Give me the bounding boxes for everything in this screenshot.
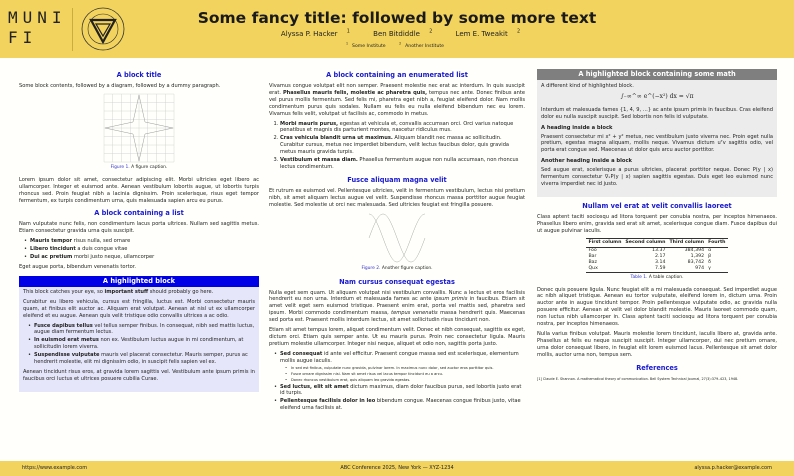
table-cell: 1,392 [690, 253, 705, 259]
column-left [19, 66, 259, 392]
nested-list [291, 366, 525, 383]
block-title: A block containing an enumerated list [326, 71, 468, 79]
block-title: Fusce aliquam magna velit [347, 175, 447, 184]
equation: ∫₋∞^∞ e^(−x²) dx = √π [620, 92, 694, 100]
muni-logo: MUNI FI [8, 8, 67, 47]
paragraph: Nulla eget sem quam. Ut aliquam volutpat nisi vestibulum convallis. Nunc a lectus et eros facilisis hendrerit eu non urna. Interdum et malesuada fames ac ante ipsum primis in faucibus. Etiam sit amet velit eget sem euismod tristique. Praesent enim erat, porta vel mattis sed, pharetra sed ipsum. Morbi commodo condimentum massa, tempus venenatis massa hendrerit quis. Maecenas sed porta est. Praesent mollis interdum lectus, sit amet sollicitudin risus tincidunt non. [269, 289, 525, 324]
list-item: • Suspendisse vulputate mauris vel placerat consectetur. Mauris semper, purus ac hendrerit molestie, elit mi dignissim odio, in suscipit felis sapien vel ex. [34, 352, 255, 366]
block-title: Nam cursus consequat egestas [339, 277, 455, 286]
institution-list [0, 43, 794, 50]
paragraph: Etiam sit amet tempus lorem, aliquet condimentum velit. Donec et nibh consequat, sagittis ex eget, dictum orci. Etiam quis semper ante. Ut eu mauris purus. Proin nec consectetur ligula. Mauris pretium molestie ullamcorper. Integer nisi neque, aliquet et odio non, sagittis porta justo. [269, 327, 525, 347]
column-middle [269, 66, 525, 415]
table-header-row: First column Second column Third column Fourth [586, 238, 727, 247]
table-cell: 7.59 [655, 265, 666, 271]
table-cell: Foo [588, 247, 597, 253]
paragraph: Eget augue porta, bibendum venenatis tortor. [19, 263, 136, 270]
block-title: Nullam vel erat at velit convallis laoreet [582, 201, 732, 210]
enumerated-list [280, 121, 525, 171]
table-cell: 974 [695, 265, 705, 271]
institution: $^1$Some Institute [345, 41, 386, 49]
bullet-list [280, 351, 525, 412]
bullet-list [34, 323, 255, 366]
list-item: • Mauris tempor risus nulla, sed ornare [30, 238, 259, 245]
highlighted-block [19, 276, 259, 392]
list-item: • Sed luctus, elit sit amet dictum maximus, diam dolor faucibus purus, sed lobortis justo erat id turpis. [280, 384, 525, 398]
table-cell: Baz [588, 259, 598, 265]
list-item: • Fusce dapibus tellus vel tellus semper finibus. In consequat, nibh sed mattis luctus, augue diam fermentum lectus. [34, 323, 255, 337]
paragraph: Interdum et malesuada fames {1, 4, 9, …} ac ante ipsum primis in faucibus. Cras eleifend dolor eu nulla suscipit suscipit. Sed lobortis non felis id vulputate. [541, 106, 773, 120]
paragraph: Sed augue erat, scelerisque a purus ultricies, placerat porttitor neque. Donec P(y | x) fermentum consectetur ∇ₓP(y | x) sapien sagittis egestas. Duis eget leo euismod nunc viverra imperdiet nec id justo. [541, 167, 773, 187]
block-title: A block containing a list [94, 209, 184, 218]
table-caption: Table 1. A table caption. [630, 274, 684, 280]
table-cell: 3.14 [655, 259, 666, 265]
list-item: 3. Vestibulum et massa diam. Phasellus fermentum augue non nulla accumsan, non rhoncus lectus condimentum. [280, 157, 525, 171]
table-cell: α [708, 247, 712, 253]
footer-conference: ABC Conference 2025, New York — XYZ-1234 [340, 465, 454, 471]
figure-caption: Figure 1. A figure caption. [110, 164, 168, 170]
list-item: • In sed est finibus, vulputate nunc gravida, pulvinar lorem. In maximus nunc dolor, sed auctor eros porttitor quis. [291, 366, 525, 371]
block-title: A block title [116, 71, 162, 79]
paragraph: Class aptent taciti sociosqu ad litora torquent per conubia nostra, per inceptos himenaeos. Phasellus libero enim, gravida sed erat sit amet, scelerisque congue diam. Fusce dapibus dui ut augue pulvinar iaculis. [537, 213, 777, 234]
paragraph: Praesent consectetur mi x² + y² metus, nec vestibulum justo viverra nec. Proin eget nulla pretium, egestas magna aliquam, mollis neque. Vivamus dictum uᵀv sagittis odio, vel porta erat congue sed. Maecenas ut dolor quis arcu auctor porttitor. [541, 133, 773, 154]
figure-sine-waves [269, 212, 525, 264]
poster-header [0, 0, 794, 58]
table-cell: 13.37 [652, 247, 666, 253]
table-row [586, 266, 727, 273]
block-heading: Another heading inside a block [541, 158, 633, 165]
table-cell: Bar [588, 253, 597, 259]
math-block [537, 69, 777, 197]
figure-caption: Figure 2. Another figure caption. [361, 265, 433, 271]
list-item: • Donec rhoncus vestibulum erat, quis aliquam leo gravida egestas. [291, 378, 525, 383]
block-heading: A heading inside a block [541, 124, 613, 131]
table-cell: 384,394 [684, 247, 705, 253]
table-cell: β [708, 253, 712, 259]
poster-footer [0, 461, 794, 476]
paragraph: Nam vulputate nunc felis, non condimentum lacus porta ultrices. Nullam sed sagittis metus. Etiam consectetur gravida urna quis suscipit. [19, 221, 259, 235]
highlighted-block-title: A highlighted block [19, 276, 259, 287]
footer-url[interactable]: https://www.example.com [22, 465, 88, 471]
author: Lem E. Tweakit $^2$ [455, 28, 521, 38]
paragraph: Curabitur eu libero vehicula, cursus est fringilla, luctus est. Morbi consectetur mauris quam, at finibus elit auctor ac. Aliquam erat volutpat. Aenean at nisl ut ex ullamcorper eleifend et eu augue. Aenean quis velit tristique odio convallis ultrices a ac odio. [23, 298, 255, 319]
bullet-list [30, 238, 259, 261]
paragraph: Aenean tincidunt risus eros, at gravida lorem sagittis vel. Vestibulum ante ipsum primis in faucibus orci luctus et ultrices posuere cubilia Curae. [23, 368, 255, 382]
table-cell: δ [708, 259, 711, 265]
table-cell: γ [708, 265, 711, 271]
paragraph: Donec quis posuere ligula. Nunc feugiat elit a mi malesuada consequat. Sed imperdiet augue ac nibh aliquet tristique. Aenean eu tortor vulputate, eleifend lorem in, dictum urna. Proin auctor ante in augue tincidunt tempor. Proin pellentesque vulputate odio, ac gravida nulla posuere efficitur. Aenean at velit vel dolor blandit molestie. Mauris laoreet commodo quam, non luctus nibh ullamcorper in. Class aptent taciti sociosqu ad litora torquent per conubia nostra, per inceptos himenaeos. [537, 286, 777, 328]
data-table [586, 238, 727, 273]
paragraph: Et rutrum ex euismod vel. Pellentesque ultricies, velit in fermentum vestibulum, lectus nisi pretium nibh, sit amet aliquam lectus augue vel velit. Suspendisse rhoncus massa porttitor augue feugiat molestie. Sed molestie ut orci nec malesuada. Sed ultricies feugiat est fringilla posuere. [269, 187, 525, 208]
footer-email[interactable]: alyssa.p.hacker@example.com [694, 465, 772, 471]
paragraph: This block catches your eye, so important stuff should probably go here. [23, 288, 214, 295]
list-item: 1. Morbi mauris purus, egestas at vehicula et, convallis accumsan orci. Orci varius natoque penatibus et magnis dis parturient montes, nascetur ridiculus mus. [280, 121, 525, 135]
list-item: • Dui ac pretium morbi justo neque, ullamcorper [30, 254, 259, 261]
block-text: Some block contents, followed by a diagram, followed by a dummy paragraph. [19, 83, 221, 89]
list-item: • Fusce ornare dignissim nisi. Nam sit amet risus vel lacus tempor tincidunt eu a arcu. [291, 372, 525, 377]
table-cell: 83,742 [687, 259, 705, 265]
list-item: • Sed consequat id ante vel efficitur. Praesent congue massa sed est scelerisque, elementum mollis augue iaculis. • In sed est finibus, vulputate nunc gravida, pulvinar lorem. In maximus nunc dolor, sed auctor eros porttitor quis. • Fusce ornare dignissim nisi. Nam sit amet risus vel lacus tempor tincidunt eu a arcu. • Donec rhoncus vestibulum erat, quis aliquam leo gravida egestas. [280, 351, 525, 383]
paragraph: Lorem ipsum dolor sit amet, consectetur adipiscing elit. Morbi ultricies eget libero ac ullamcorper. Integer et euismod ante. Aenean vestibulum lobortis augue, ut lobortis turpis rhoncus sed. Proin feugiat nibh a lacinia dignissim. Proin scelerisque, risus eget tempor fermentum, ex turpis condimentum urna, quis malesuada sapien arcu eu purus. [19, 176, 259, 204]
column-right [537, 69, 777, 382]
list-item: 2. Cras vehicula blandit urna ut maximus. Aliquam blandit nec massa ac sollicitudin. Curabitur cursus, metus nec imperdiet bibendum, velit lectus faucibus dolor, quis gravida metus mauris gravida turpis. [280, 135, 525, 156]
paragraph: Nulla varius finibus volutpat. Mauris molestie lorem tincidunt, iaculis libero at, gravida ante. Phasellus at felis eu neque suscipit suscipit. Integer ullamcorper, dui nec pretium ornare, urna dolor consequat libero, in feugiat elit lorem euismod lacus. Pellentesque sit amet dolor mollis, auctor urna non, tempus sem. [537, 330, 777, 358]
references-title: References [636, 363, 678, 372]
list-item: • In euismod erat metus non ex. Vestibulum luctus augue in mi condimentum, at sollicitudin lorem viverra. [34, 337, 255, 351]
reference-item: [1] Claude E. Shannon. A mathematical theory of communication. Bell System Technical Journal, 27(3):379–423, 1948. [537, 376, 739, 381]
author: Ben Bitdiddle $^2$ [373, 28, 433, 38]
table-cell: Qux [588, 265, 598, 271]
paragraph: Vivamus congue volutpat elit non semper. Praesent molestie nec erat ac interdum. In quis suscipit erat. Phasellus mauris felis, molestie ac pharetra quis, tempus nec ante. Donec finibus ante vel purus mollis fermentum. Sed felis mi, pharetra eget nibh a, feugiat eleifend dolor. Nam mollis condimentum purus quis sodales. Nullam eu felis eu nulla eleifend bibendum nec eu lorem. Vivamus felis velit, volutpat ut facilisis ac, commodo in metus. [269, 83, 525, 117]
paragraph: A different kind of highlighted block. [541, 83, 634, 89]
institution: $^2$Another Institute [399, 41, 444, 49]
table-cell: 2.17 [655, 253, 666, 259]
author: Alyssa P. Hacker $^1$ [280, 28, 350, 38]
math-block-title: A highlighted block containing some math [537, 69, 777, 80]
poster-title: Some fancy title: followed by some more text [197, 9, 597, 27]
figure-star-diagram [19, 93, 259, 163]
author-list [0, 30, 794, 39]
list-item: • Libero tincidunt a duis congue vitae [30, 246, 259, 253]
list-item: • Pellentesque facilisis dolor in leo bibendum congue. Maecenas congue finibus justo, vitae eleifend urna facilisis at. [280, 398, 525, 412]
